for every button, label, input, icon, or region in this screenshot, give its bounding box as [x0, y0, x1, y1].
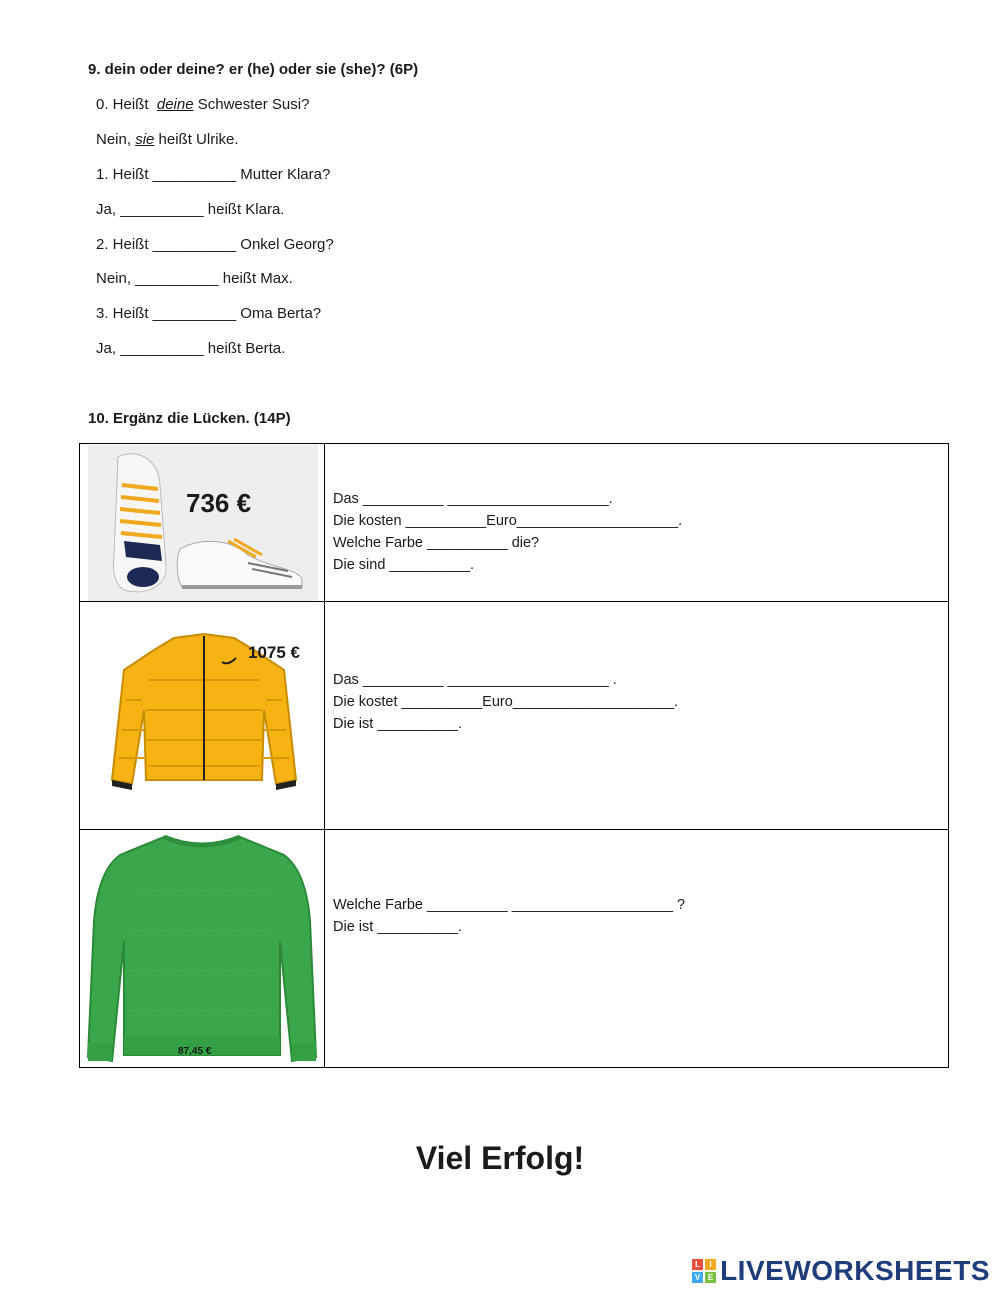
gap-line[interactable]: Die ist __________. — [333, 716, 462, 732]
example-question — [96, 96, 309, 113]
example-question-prefix: 0. Heißt — [96, 96, 153, 113]
sweater-price: 87,45 € — [178, 1046, 212, 1057]
example-question-suffix: Schwester Susi? — [193, 96, 310, 113]
example-answer-sie: sie — [135, 131, 155, 148]
jacket-image-cell — [80, 602, 325, 830]
sneaker-image-cell — [80, 444, 325, 602]
table-row — [80, 444, 949, 602]
gap-line[interactable]: Das __________ ____________________. — [333, 491, 613, 507]
gap-line[interactable]: Das __________ ____________________ . — [333, 672, 617, 688]
gap-line-1-question[interactable]: 1. Heißt __________ Mutter Klara? — [96, 166, 331, 183]
example-answer-deine: deine — [156, 96, 194, 113]
example-answer-suffix: heißt Ulrike. — [154, 131, 239, 148]
section-9-title: 9. dein oder deine? er (he) oder sie (she)? (6P) — [88, 61, 419, 78]
logo-square: V — [692, 1272, 703, 1283]
logo-square: E — [705, 1272, 716, 1283]
jacket-price: 1075 € — [248, 643, 300, 662]
sneaker-image — [88, 445, 318, 601]
gap-line[interactable]: Welche Farbe __________ die? — [333, 535, 540, 551]
sweater-text-cell — [325, 830, 949, 1068]
gap-line[interactable]: Welche Farbe __________ ____________________ ? — [333, 897, 686, 913]
gap-line[interactable]: Die sind __________. — [333, 557, 475, 573]
closing-message: Viel Erfolg! — [415, 1140, 585, 1176]
gap-line-2-answer[interactable]: Nein, __________ heißt Max. — [96, 270, 293, 287]
gap-line-3-question[interactable]: 3. Heißt __________ Oma Berta? — [96, 305, 322, 322]
brand-logo — [692, 1255, 990, 1287]
brand-name: LIVEWORKSHEETS — [720, 1255, 990, 1286]
sneaker-price: 736 € — [186, 488, 252, 518]
gap-line[interactable]: Die kosten __________Euro____________________. — [333, 513, 683, 529]
gap-line[interactable]: Die ist __________. — [333, 919, 462, 935]
logo-square: L — [692, 1259, 703, 1270]
logo-square: I — [705, 1259, 716, 1270]
logo-squares-icon — [692, 1259, 716, 1283]
gap-line-1-answer[interactable]: Ja, __________ heißt Klara. — [96, 201, 285, 218]
example-answer — [96, 131, 239, 148]
sweater-image-cell — [80, 830, 325, 1068]
exercise-table — [79, 443, 949, 1068]
gap-line-3-answer[interactable]: Ja, __________ heißt Berta. — [96, 340, 286, 357]
jacket-text-cell — [325, 602, 949, 830]
table-row — [80, 602, 949, 830]
sneaker-text-cell — [325, 444, 949, 602]
sweater-image — [84, 831, 320, 1067]
example-answer-prefix: Nein, — [96, 131, 136, 148]
gap-line[interactable]: Die kostet __________Euro____________________. — [333, 694, 679, 710]
gap-line-2-question[interactable]: 2. Heißt __________ Onkel Georg? — [96, 236, 334, 253]
section-10-title: 10. Ergänz die Lücken. (14P) — [88, 410, 291, 427]
table-row — [80, 830, 949, 1068]
